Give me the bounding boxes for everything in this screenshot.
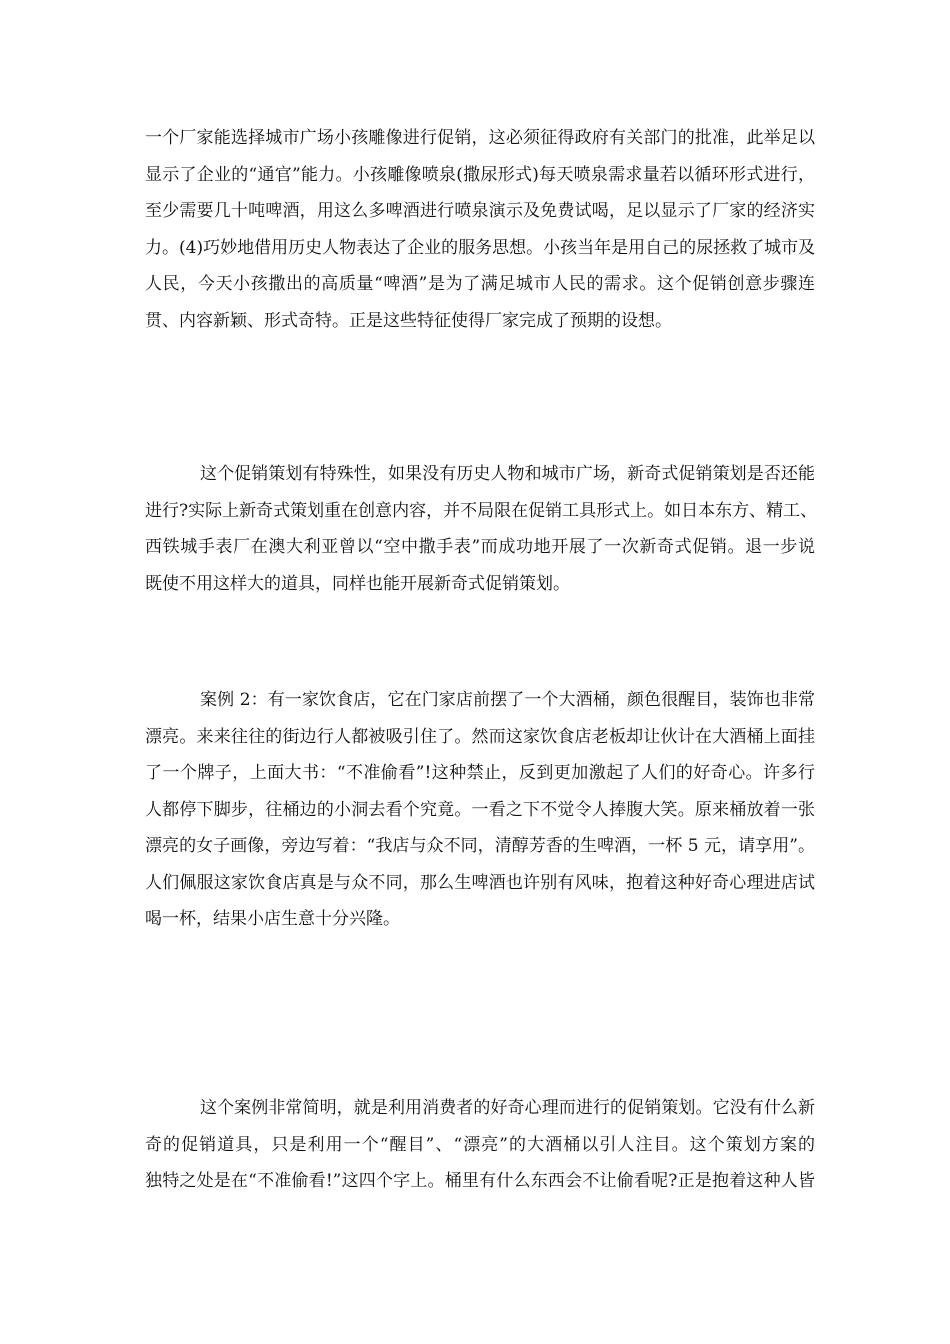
text-line: 一个厂家能选择城市广场小孩雕像进行促销，这必须征得政府有关部门的批准，此举足以 [145,128,815,148]
text-line: 奇的促销道具，只是利用一个“醒目”、“漂亮”的大酒桶以引人注目。这个策划方案的 [145,1134,815,1155]
text-line: 力。(4)巧妙地借用历史人物表达了企业的服务思想。小孩当年是用自己的尿拯救了城市及 [145,237,816,258]
text-line: 漂亮。来来往往的街边行人都被吸引住了。然而这家饮食店老板却让伙计在大酒桶上面挂 [145,726,815,747]
text-line: 显示了企业的“通官”能力。小孩雕像喷泉(撒尿形式)每天喷泉需求量若以循环形式进行， [145,164,815,185]
text-line: 人们佩服这家饮食店真是与众不同，那么生啤酒也许别有风味，抱着这种好奇心理进店试 [145,872,815,893]
text-line: 西铁城手表厂在澳大利亚曾以“空中撒手表”而成功地开展了一次新奇式促销。退一步说 [145,537,815,557]
text-line: 既使不用这样大的道具，同样也能开展新奇式促销策划。 [145,573,570,594]
text-line: 进行?实际上新奇式策划重在创意内容，并不局限在促销工具形式上。如日本东方、精工、 [145,500,818,521]
paragraph-4 [145,1090,815,1200]
text-line: 了一个牌子，上面大书：“不准偷看”!这种禁止，反到更加激起了人们的好奇心。许多行 [145,763,815,783]
text-line: 独特之处是在“不准偷看!”这四个字上。桶里有什么东西会不让偷看呢?正是抱着这种人皆 [145,1171,815,1191]
paragraph-1 [145,120,815,339]
text-line: 案例 2：有一家饮食店，它在门家店前摆了一个大酒桶，颜色很醒目，装饰也非常 [200,690,815,710]
text-line: 喝一杯，结果小店生意十分兴隆。 [145,909,400,929]
paragraph-2 [145,456,818,602]
paragraph-3 [145,682,815,938]
text-line: 人民，今天小孩撒出的高质量“啤酒”是为了满足城市人民的需求。这个促销创意步骤连 [145,274,815,294]
text-line: 贯、内容新颖、形式奇特。正是这些特征使得厂家完成了预期的设想。 [145,310,672,331]
text-line: 这个促销策划有特殊性，如果没有历史人物和城市广场，新奇式促销策划是否还能 [200,464,815,484]
text-line: 这个案例非常简明，就是利用消费者的好奇心理而进行的促销策划。它没有什么新 [200,1098,815,1118]
text-line: 漂亮的女子画像，旁边写着：“我店与众不同，清醇芳香的生啤酒，一杯 5 元，请享用”。 [145,836,815,856]
text-line: 至少需要几十吨啤酒，用这么多啤酒进行喷泉演示及免费试喝，足以显示了厂家的经济实 [145,201,815,221]
text-line: 人都停下脚步，往桶边的小洞去看个究竟。一看之下不觉令人捧腹大笑。原来桶放着一张 [145,799,815,820]
